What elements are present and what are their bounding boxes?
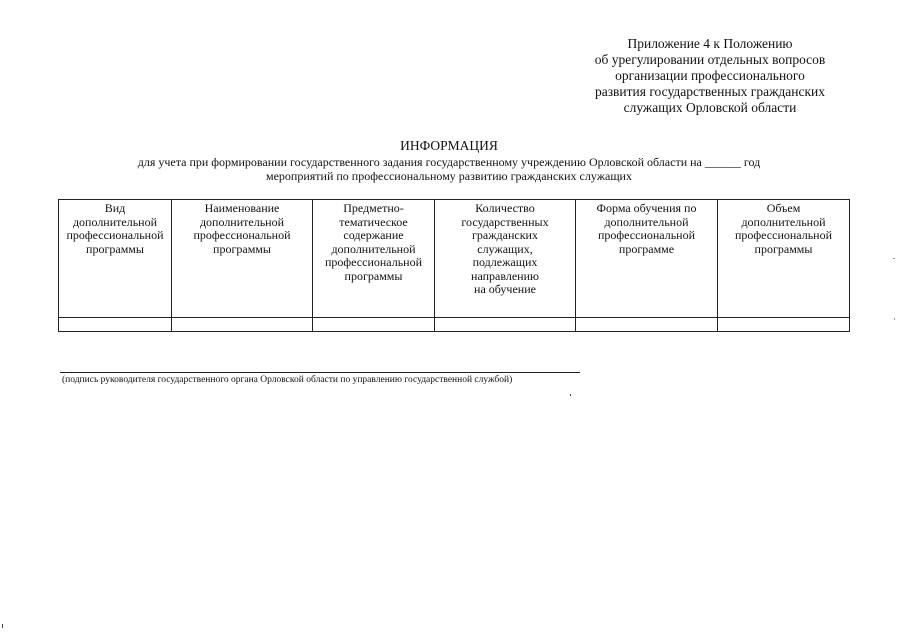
signature-line — [60, 372, 580, 373]
appendix-line: развития государственных гражданских — [594, 84, 826, 99]
appendix-line: об урегулировании отдельных вопросов — [594, 52, 826, 67]
appendix-header — [560, 36, 860, 116]
column-header-volume: Объем дополнительной профессиональной программы — [718, 200, 850, 318]
table-row — [59, 318, 850, 332]
table-cell[interactable] — [313, 318, 435, 332]
table-cell[interactable] — [576, 318, 718, 332]
table-header-row — [59, 200, 850, 318]
column-header-name: Наименование дополнительной профессиональной программы — [172, 200, 313, 318]
subtitle-line-1: для учета при формировании государственного задания государственному учреждению Орловской области на ______ год — [137, 155, 761, 169]
column-header-count: Количество государственных гражданских служащих, подлежащих направлению на обучение — [435, 200, 576, 318]
column-header-type: Вид дополнительной профессиональной программы — [59, 200, 172, 318]
signature-caption: (подпись руководителя государственного органа Орловской области по управлению государственной службой) — [62, 375, 513, 385]
scan-speck — [894, 318, 895, 320]
document-subtitle — [0, 155, 898, 183]
column-header-form: Форма обучения по дополнительной профессиональной программе — [576, 200, 718, 318]
table-cell[interactable] — [59, 318, 172, 332]
table-cell[interactable] — [718, 318, 850, 332]
table-cell[interactable] — [172, 318, 313, 332]
appendix-line: организации профессионального — [615, 68, 805, 83]
appendix-line: Приложение 4 к Положению — [627, 36, 793, 51]
document-title: ИНФОРМАЦИЯ — [400, 138, 498, 153]
column-header-content: Предметно- тематическое содержание дополнительной профессиональной программы — [313, 200, 435, 318]
subtitle-line-2: мероприятий по профессиональному развитию гражданских служащих — [266, 169, 632, 183]
scan-speck — [893, 258, 895, 259]
appendix-line: служащих Орловской области — [623, 100, 797, 115]
scan-speck — [2, 624, 3, 628]
information-table — [58, 199, 850, 332]
scan-speck — [570, 394, 571, 396]
table-cell[interactable] — [435, 318, 576, 332]
